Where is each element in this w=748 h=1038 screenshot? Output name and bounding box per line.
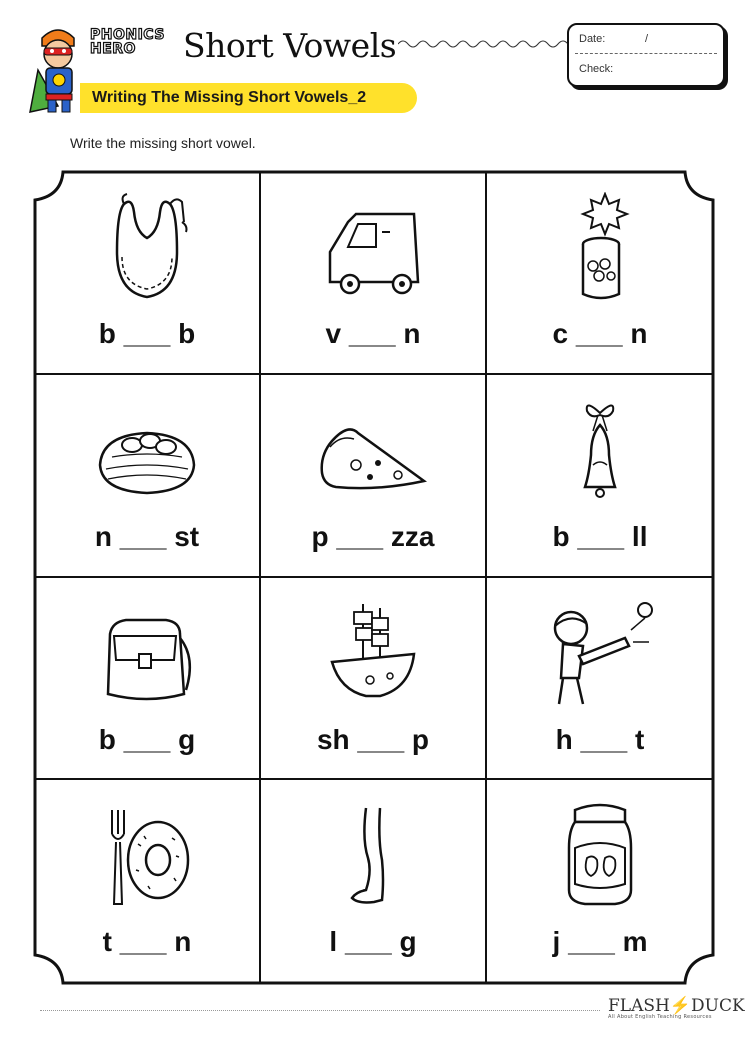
date-separator: / xyxy=(645,33,649,45)
flashduck-logo xyxy=(608,996,745,1020)
subtitle-banner xyxy=(80,83,417,113)
worksheet-cell xyxy=(35,578,261,781)
bell-icon xyxy=(545,395,655,510)
word-prompt: sh ___ p xyxy=(316,723,430,755)
logo-tagline: All About English Teaching Resources xyxy=(608,1014,712,1020)
worksheet-cell xyxy=(487,172,713,375)
page-title: Short Vowels xyxy=(183,26,397,65)
worksheet-grid xyxy=(35,172,713,983)
word-prompt: b ___ ll xyxy=(552,520,648,552)
date-divider xyxy=(575,53,717,54)
worksheet-cell xyxy=(487,780,713,983)
ship-icon xyxy=(318,598,428,713)
word-prompt: v ___ n xyxy=(325,318,421,349)
worksheet-cell xyxy=(261,578,487,781)
worksheet-cell xyxy=(35,375,261,578)
worksheet-cell xyxy=(261,172,487,375)
subtitle-text: Writing The Missing Short Vowels_2 xyxy=(92,89,367,106)
word-prompt: c ___ n xyxy=(552,318,648,349)
word-prompt: b ___ b xyxy=(98,318,196,349)
word-prompt: p ___ zza xyxy=(311,520,435,552)
brand-line-1: PHONICS xyxy=(90,27,165,43)
hero-mascot-icon xyxy=(28,24,88,116)
word-prompt: b ___ g xyxy=(98,723,196,755)
word-prompt: l ___ g xyxy=(329,926,417,958)
lightning-icon: ⚡ xyxy=(669,996,692,1016)
nest-icon xyxy=(92,395,202,510)
worksheet-cell xyxy=(487,578,713,781)
word-prompt: h ___ t xyxy=(555,723,645,755)
footer-divider xyxy=(40,1010,600,1011)
date-label: Date: xyxy=(579,33,606,45)
worksheet-cell xyxy=(487,375,713,578)
hit-icon xyxy=(545,598,655,713)
word-prompt: j ___ m xyxy=(552,926,648,958)
worksheet-cell xyxy=(35,780,261,983)
word-prompt: n ___ st xyxy=(94,520,200,552)
logo-right: DUCK xyxy=(691,996,745,1016)
ten-icon xyxy=(92,800,202,915)
brand-line-2: HERO xyxy=(90,41,136,57)
logo-left: FLASH xyxy=(608,996,670,1016)
can-icon xyxy=(545,192,655,307)
pizza-icon xyxy=(318,395,428,510)
leg-icon xyxy=(318,800,428,915)
worksheet-cell xyxy=(261,375,487,578)
word-prompt: t ___ n xyxy=(102,926,192,958)
instruction-text: Write the missing short vowel. xyxy=(70,135,256,151)
bib-icon xyxy=(92,192,202,307)
worksheet-cell xyxy=(261,780,487,983)
check-label: Check: xyxy=(579,63,614,75)
date-check-box xyxy=(567,23,725,87)
bag-icon xyxy=(92,598,202,713)
jam-icon xyxy=(545,800,655,915)
worksheet-cell xyxy=(35,172,261,375)
brand-logo xyxy=(90,28,165,56)
van-icon xyxy=(318,192,428,307)
wavy-divider xyxy=(398,38,568,50)
